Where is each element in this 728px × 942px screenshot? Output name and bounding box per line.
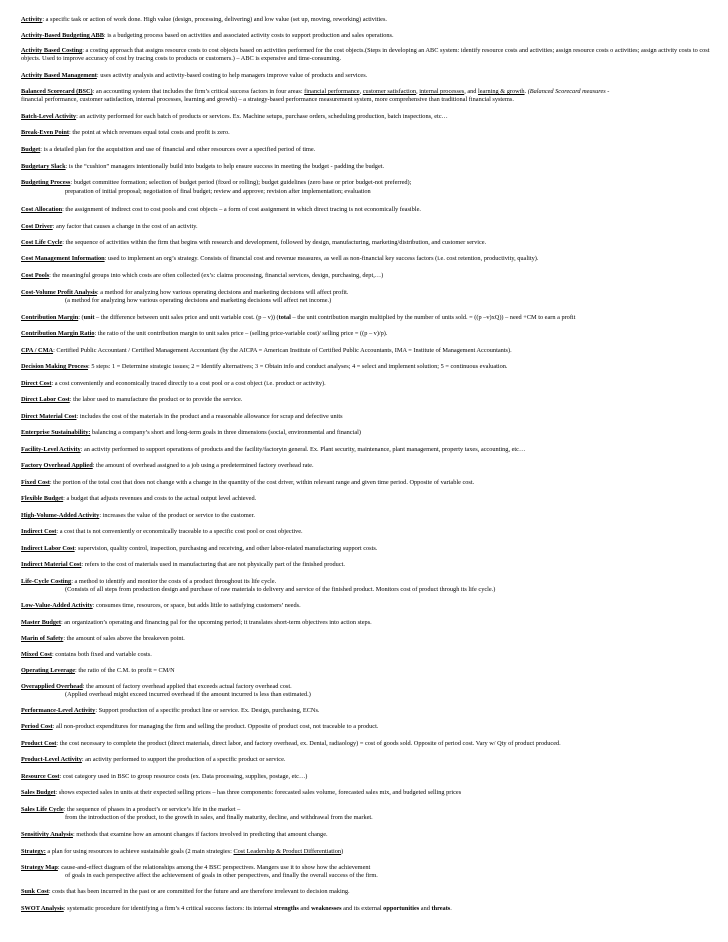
entry-sunk-cost — [21, 888, 724, 896]
definition: : the ratio of the C.M. to profit = CM/N — [75, 667, 175, 674]
definition: and — [419, 905, 432, 912]
definition: : an accounting system that includes the firm’s critical success factors in four areas: — [92, 88, 305, 95]
entry-sales-budget — [21, 789, 724, 797]
definition: : consumes time, resources, or space, but adds little to satisfying customers’ needs. — [92, 602, 301, 609]
term: Contribution Margin — [21, 314, 79, 321]
definition-bold: opportunities — [383, 905, 420, 912]
term: Cost Allocation — [21, 206, 63, 213]
term: Decision Making Process — [21, 363, 89, 370]
definition-italic: (Balanced Scorecard measures - — [527, 88, 610, 95]
term: Cost Driver — [21, 223, 53, 230]
definition: : the labor used to manufacture the product or to provide the service. — [69, 396, 243, 403]
definition: : all non-product expenditures for managing the firm and selling the product. Opposite of product cost, not traceable to a product. — [52, 723, 379, 730]
term: Sunk Cost — [21, 888, 49, 895]
definition-bold: unit — [83, 314, 95, 321]
term: Facility-Level Activity — [21, 446, 81, 453]
term: Factory Overhead Applied — [21, 462, 93, 469]
entry-strategy — [21, 848, 724, 856]
definition: : an activity performed for each batch of products or services. Ex. Machine setups, purchase orders, scheduling production, batch inspections, etc… — [76, 113, 448, 120]
term: Flexible Budget — [21, 495, 64, 502]
definition: financial performance, customer satisfaction, internal processes, learning and growth) – a strategy-based performance measurement system, more comprehensive than traditional financial systems. — [21, 96, 514, 103]
definition: : includes the cost of the materials in the product and a reasonable allowance for scrap and defective units — [76, 413, 343, 420]
term: Enterprise Sustainability: — [21, 429, 91, 436]
entry-cost-allocation — [21, 206, 724, 214]
definition-underlined: financial performance — [304, 88, 360, 95]
entry-cost-pools — [21, 272, 724, 280]
entry-overapplied-overhead — [21, 683, 724, 691]
entry-operating-leverage — [21, 667, 724, 675]
term: Period Cost — [21, 723, 53, 730]
entry-life-cycle-costing — [21, 578, 724, 586]
term: Product Cost — [21, 740, 57, 747]
entry-activity-based-management — [21, 72, 724, 80]
term: Low-Value-Added Activity — [21, 602, 93, 609]
entry-activity-based-costing — [21, 47, 724, 65]
entry-direct-cost — [21, 380, 724, 388]
definition: : the cost necessary to complete the product (direct materials, direct labor, and factory overhead, ex. Dental, radiaology) = cost of goods sold. Opposite of period cost. Vary w/ Qty of product produced. — [56, 740, 561, 747]
term: Balanced Scorecard (BSC) — [21, 88, 93, 95]
definition: : the ratio of the unit contribution margin to unit sales price – (selling price-variable cost)/ selling price = ((p – v)/p). — [94, 330, 388, 337]
definition: : a cost conveniently and economically traced directly to a cost pool or a cost object (i.e. product or activity). — [51, 380, 326, 387]
definition-bold: strengths — [274, 905, 299, 912]
term: Life-Cycle Costing — [21, 578, 72, 585]
definition: : increases the value of the product or service to the customer. — [99, 512, 255, 519]
entry-strategy-map-line2 — [21, 872, 724, 880]
definition: : refers to the cost of materials used in manufacturing that are not physically part of the finished product. — [81, 561, 345, 568]
term: Direct Labor Cost — [21, 396, 70, 403]
definition: : systematic procedure for identifying a firm’s 4 critical success factors: its internal — [63, 905, 275, 912]
definition: : methods that examine how an amount changes if factors involved in predicting that amount change. — [72, 831, 328, 838]
term: Budget — [21, 146, 41, 153]
entry-activity — [21, 16, 724, 24]
term: Cost-Volume Profit Analysis — [21, 289, 97, 296]
entry-budget — [21, 146, 724, 154]
entry-cost-driver — [21, 223, 724, 231]
definition: . — [450, 905, 452, 912]
term: Budgetary Slack — [21, 163, 66, 170]
entry-factory-overhead-applied — [21, 462, 724, 470]
entry-strategy-map — [21, 864, 724, 872]
definition: : contains both fixed and variable costs. — [51, 651, 152, 658]
entry-sensitivity-analysis — [21, 831, 724, 839]
entry-balanced-scorecard-line2 — [21, 96, 724, 104]
definition: from the introduction of the product, to the growth in sales, and finally maturity, decline, and withdrawal from the market. — [65, 814, 373, 821]
entry-product-cost — [21, 740, 724, 748]
definition: (Applied overhead might exceed incurred overhead if the amount incurred is less than estimated.) — [65, 691, 311, 698]
term: Sales Life Cycle — [21, 806, 64, 813]
definition-bold: weaknesses — [311, 905, 342, 912]
definition: : Support production of a specific product line or service. Ex. Design, purchasing, ECNs. — [95, 707, 320, 714]
definition: preparation of initial proposal; negotiation of final budget; review and approve; revision after implementation; evaluation — [65, 188, 371, 195]
entry-life-cycle-costing-line2 — [21, 586, 724, 594]
term: Sales Budget — [21, 789, 56, 796]
definition: : the portion of the total cost that does not change with a change in the quantity of the cost driver, within relevant range and given time period. Opposite of variable cost. — [49, 479, 475, 486]
entry-contribution-margin — [21, 314, 724, 322]
definition-underlined: Cost Leadership & Product Differentiation — [233, 848, 342, 855]
definition-bold: total — [278, 314, 291, 321]
entry-performance-level-activity — [21, 707, 724, 715]
definition: : a budget that adjusts revenues and costs to the actual output level achieved. — [63, 495, 257, 502]
definition: (a method for analyzing how various operating decisions and marketing decisions will affect net income.) — [65, 297, 332, 304]
entry-cost-volume-profit — [21, 289, 724, 297]
definition: : budget committee formation; selection of budget period (fixed or rolling); budget guidelines (zero base or prior budget-not preferred); — [70, 179, 412, 186]
definition: : supervision, quality control, inspection, purchasing and receiving, and other labor-related manufacturing support costs. — [74, 545, 378, 552]
term: Indirect Cost — [21, 528, 57, 535]
entry-cost-life-cycle — [21, 239, 724, 247]
entry-product-level-activity — [21, 756, 724, 764]
entry-break-even-point — [21, 129, 724, 137]
entry-master-budget — [21, 619, 724, 627]
entry-direct-material-cost — [21, 413, 724, 421]
definition: a plan for using resources to achieve sustainable goals (2 main strategies: — [45, 848, 234, 855]
definition: – the difference between unit sales price and unit variable cost. (p – v)) ( — [94, 314, 279, 321]
definition: : is a detailed plan for the acquisition and use of financial and other resources over a specified period of time. — [40, 146, 316, 153]
term: Break-Even Point — [21, 129, 69, 136]
definition: balancing a company’s short and long-term goals in three dimensions (social, environmental and financial) — [90, 429, 361, 436]
entry-enterprise-sustainability — [21, 429, 724, 437]
entry-mixed-cost — [21, 651, 724, 659]
term: Marin of Safety — [21, 635, 64, 642]
entry-overapplied-overhead-line2 — [21, 691, 724, 699]
definition-underlined: internal processes — [419, 88, 465, 95]
definition: : uses activity analysis and activity-based costing to help managers improve value of products and services. — [96, 72, 368, 79]
term: Strategy Map — [21, 864, 58, 871]
definition: ) — [341, 848, 344, 855]
definition: : a method to identify and monitor the costs of a product throughout its life cycle. — [71, 578, 277, 585]
entry-budgetary-slack — [21, 163, 724, 171]
term: Overapplied Overhead — [21, 683, 83, 690]
definition-underlined: customer satisfaction — [362, 88, 417, 95]
definition: . — [524, 88, 528, 95]
entry-flexible-budget — [21, 495, 724, 503]
entry-indirect-labor-cost — [21, 545, 724, 553]
definition-underlined: learning & growth — [478, 88, 525, 95]
definition: : a specific task or action of work done. High value (design, processing, delivering) and low value (set up, moving, reworking) activities. — [42, 16, 388, 23]
definition: : any factor that causes a change in the cost of an activity. — [52, 223, 198, 230]
term: Mixed Cost — [21, 651, 52, 658]
definition: : cost category used in BSC to group resource costs (ex. Data processing, supplies, postage, etc…) — [59, 773, 308, 780]
entry-sales-life-cycle-line2 — [21, 814, 724, 822]
definition: : 5 steps: 1 = Determine strategic issues; 2 = Identify alternatives; 3 = Obtain info and conduct analyses; 4 = select and implement solution; 5 = continuous evaluation. — [88, 363, 508, 370]
entry-balanced-scorecard — [21, 88, 724, 96]
term: Product-Level Activity — [21, 756, 82, 763]
term: Master Budget — [21, 619, 61, 626]
term: Direct Material Cost — [21, 413, 77, 420]
term: Activity Based Costing — [21, 47, 83, 54]
term: Budgeting Process — [21, 179, 71, 186]
term: Strategy: — [21, 848, 46, 855]
entry-indirect-cost — [21, 528, 724, 536]
term: CPA / CMA — [21, 347, 54, 354]
definition: : an organization’s operating and financing pal for the upcoming period; it translates short-term objectives into action steps. — [60, 619, 372, 626]
definition: : the assignment of indirect cost to cost pools and cost objects – a form of cost assignment in which direct tracing is not economically feasible. — [62, 206, 421, 213]
entry-activity-based-budgeting — [21, 32, 724, 40]
definition: : cause-and-effect diagram of the relationships among the 4 BSC perspectives. Mangers use it to show how the achievement — [57, 864, 371, 871]
entry-fixed-cost — [21, 479, 724, 487]
entry-direct-labor-cost — [21, 396, 724, 404]
definition: : the amount of overhead assigned to a job using a predetermined factory overhead rate. — [92, 462, 314, 469]
term: Activity Based Management — [21, 72, 97, 79]
term: High-Volume-Added Activity — [21, 512, 100, 519]
term: SWOT Analysis — [21, 905, 64, 912]
term: Activity — [21, 16, 43, 23]
term: Cost Pools — [21, 272, 50, 279]
definition: : the meaningful groups into which costs are often collected (ex’s: claims processing, financial services, design, purchasing, dept,…) — [49, 272, 384, 279]
term: Indirect Labor Cost — [21, 545, 75, 552]
entry-facility-level-activity — [21, 446, 724, 454]
entry-budgeting-process — [21, 179, 724, 187]
definition: : an activity performed to support the production of a specific product or service. — [81, 756, 286, 763]
entry-budgeting-process-line2 — [21, 188, 724, 196]
entry-swot-analysis — [21, 905, 724, 913]
term: Direct Cost — [21, 380, 52, 387]
definition: of goals in each perspective affect the achievement of goals in other perspectives, and finally the overall success of the firm. — [65, 872, 378, 879]
entry-cost-management-information — [21, 255, 724, 263]
definition: : is the “cushion” managers intentionally build into budgets to help ensure success in meeting the budget - padding the budget. — [65, 163, 385, 170]
definition: : ( — [78, 314, 84, 321]
entry-period-cost — [21, 723, 724, 731]
term: Batch-Level Activity — [21, 113, 77, 120]
entry-indirect-material-cost — [21, 561, 724, 569]
definition: – the unit contribution margin multiplied by the number of units sold. = ((p –v)xQ)) – need +CM to earn a profit — [290, 314, 576, 321]
entry-cpa-cma — [21, 347, 724, 355]
term: Sensitivity Analysis — [21, 831, 73, 838]
definition: , — [359, 88, 363, 95]
entry-decision-making-process — [21, 363, 724, 371]
definition: (Consists of all steps from production design and purchase of raw materials to delivery and service of the finished product. Monitors cost of product through its life cycle.) — [65, 586, 496, 593]
definition: : Certified Public Accountant / Certified Management Accountant (by the AICPA = American Institute of Certified Public Accountants, IMA = Institute of Management Accountants). — [53, 347, 512, 354]
definition: and — [298, 905, 312, 912]
entry-resource-cost — [21, 773, 724, 781]
definition: and its external — [341, 905, 384, 912]
entry-low-value-added-activity — [21, 602, 724, 610]
term: Cost Life Cycle — [21, 239, 63, 246]
term: Fixed Cost — [21, 479, 50, 486]
definition-bold: threats — [431, 905, 451, 912]
term: Contribution Margin Ratio — [21, 330, 95, 337]
entry-batch-level-activity — [21, 113, 724, 121]
definition: : shows expected sales in units at their expected selling prices – has three components: forecasted sales volume, forecasted sales mix, and budgeted selling prices — [55, 789, 462, 796]
definition: : an activity performed to support operations of products and the facility/factoryin general. Ex. Plant security, maintenance, plant management, property taxes, accounting, etc… — [80, 446, 526, 453]
definition: : is a budgeting process based on activities and associated activity costs to support production and sales operations. — [103, 32, 394, 39]
term: Cost Management Information — [21, 255, 105, 262]
term: Indirect Material Cost — [21, 561, 82, 568]
definition: : the amount of factory overhead applied that exceeds actual factory overhead cost. — [82, 683, 292, 690]
definition: : the amount of sales above the breakeven point. — [63, 635, 185, 642]
entry-cost-volume-profit-line2 — [21, 297, 724, 305]
entry-high-volume-added-activity — [21, 512, 724, 520]
definition: : a cost that is not conveniently or economically traceable to a specific cost pool or cost objective. — [56, 528, 303, 535]
term: Performance-Level Activity — [21, 707, 96, 714]
term: Resource Cost — [21, 773, 60, 780]
entry-sales-life-cycle — [21, 806, 724, 814]
term: Activity-Based Budgeting ABB — [21, 32, 104, 39]
definition: : a method for analyzing how various operating decisions and marketing decisions will affect profit. — [96, 289, 349, 296]
definition: , — [416, 88, 420, 95]
entry-margin-of-safety — [21, 635, 724, 643]
definition: : the point at which revenues equal total costs and profit is zero. — [69, 129, 230, 136]
definition: : the sequence of phases in a product’s or service’s life in the market – — [63, 806, 241, 813]
definition: , and — [464, 88, 479, 95]
entry-contribution-margin-ratio — [21, 330, 724, 338]
definition: : a costing approach that assigns resource costs to cost objects based on activities performed for the cost objects.(Steps in developing an ABC system: identify resource costs and activities; assign resource costs o activities; assign activity costs to cost objects. Used to improve accuracy of cost by tracing costs to products or customers.) – ABC is expensive and time-consuming. — [21, 47, 710, 62]
definition: : the sequence of activities within the firm that begins with research and development, followed by design, manufacturing, marketing/distribution, and customer service. — [62, 239, 487, 246]
term: Operating Leverage — [21, 667, 76, 674]
definition: : used to implement an org’s strategy. Consists of financial cost and revenue measures, as well as non-financial key success factors (i.e. cost retention, productivity, quality). — [104, 255, 539, 262]
definition: : costs that has been incurred in the past or are committed for the future and are therefore irrelevant to decision making. — [48, 888, 350, 895]
